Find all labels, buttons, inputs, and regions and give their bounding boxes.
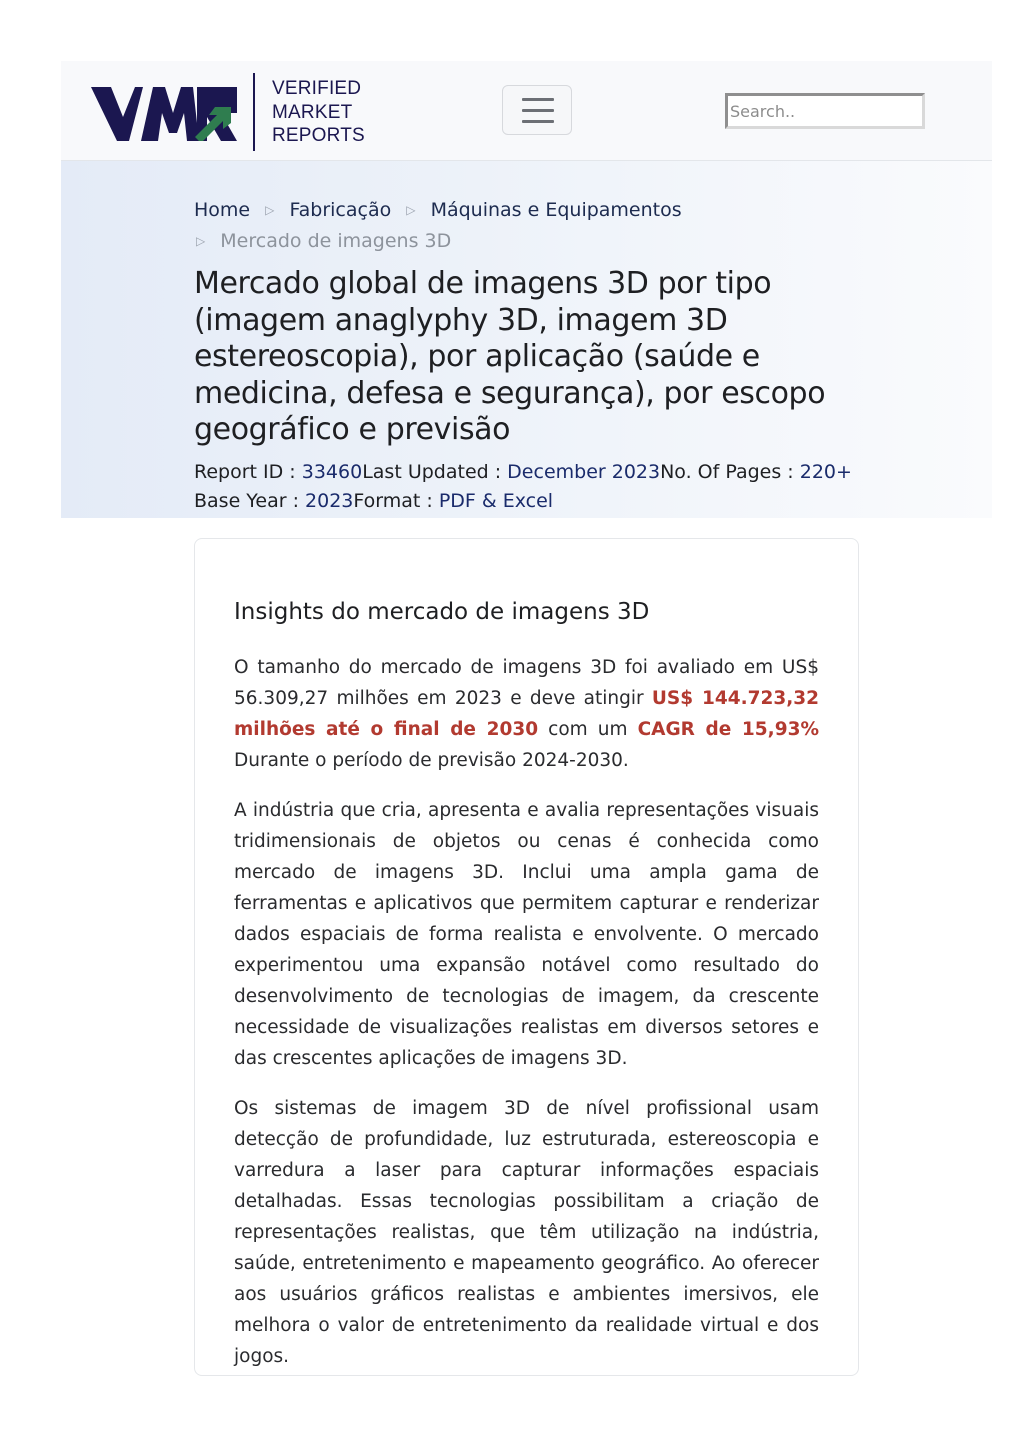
last-updated-value: December 2023 [507,461,661,483]
navbar [61,61,992,161]
insights-paragraph-2: A indústria que cria, apresenta e avalia representações visuais tridimensionais de objetos ou cenas é conhecida como mercado de imagens 3D. Inclui uma ampla gama de ferramentas e aplicativos que permitem capturar e renderizar dados espaciais de forma realista e envolvente. O mercado experimentou uma expansão notável como resultado do desenvolvimento de tecnologias de imagem, da crescente necessidade de visualizações realistas em diversos setores e das crescentes aplicações de imagens 3D. [234,800,819,1069]
report-meta-line-1 [194,458,914,487]
logo-line-3: REPORTS [272,125,365,146]
breadcrumb-home[interactable]: Home [194,199,251,221]
caret-right-icon: ▷ [406,203,416,217]
pages-label: No. Of Pages : [660,461,800,483]
report-id-label: Report ID : [194,461,302,483]
vmr-logo-icon [91,87,239,141]
breadcrumb-current: Mercado de imagens 3D [220,230,452,252]
cagr-highlight: CAGR de 15,93% [637,719,819,740]
paragraph-text: com um [538,719,638,740]
hamburger-menu-button[interactable] [502,85,572,135]
breadcrumb [194,195,834,257]
page-title: Mercado global de imagens 3D por tipo (imagem anaglyphy 3D, imagem 3D estereoscopia), por aplicação (saúde e medicina, defesa e segurança), por escopo geográfico e previsão [194,266,826,447]
breadcrumb-maquinas[interactable]: Máquinas e Equipamentos [430,199,682,221]
site-logo[interactable] [91,73,365,151]
paragraph-text: Durante o período de previsão 2024-2030. [234,750,629,771]
logo-wordmark [272,77,365,148]
insights-heading: Insights do mercado de imagens 3D [234,599,650,625]
page-frame [61,61,992,1449]
base-year-label: Base Year : [194,490,306,512]
base-year-value: 2023 [305,490,354,512]
search-input[interactable] [725,93,925,129]
breadcrumb-current-line [194,226,834,257]
insights-paragraph-1 [234,652,819,776]
insights-card [194,538,859,1376]
breadcrumb-fabricacao[interactable]: Fabricação [289,199,392,221]
format-label: Format : [353,490,439,512]
caret-right-icon: ▷ [265,203,275,217]
format-value: PDF & Excel [438,490,554,512]
insights-article [234,652,819,1391]
last-updated-label: Last Updated : [362,461,508,483]
market-size-highlight: US$ 144.723,32 milhões até o final de 2030 [234,688,819,740]
logo-divider [253,73,255,151]
paragraph-text: O tamanho do mercado de imagens 3D foi avaliado em US$ 56.309,27 milhões em 2023 e deve atingir [234,657,819,709]
report-id-value: 33460 [301,461,363,483]
caret-right-icon: ▷ [196,234,206,248]
logo-line-2: MARKET [272,101,353,123]
report-hero [61,161,992,518]
report-meta [194,458,914,516]
report-meta-line-2 [194,487,914,516]
insights-paragraph-3: Os sistemas de imagem 3D de nível profissional usam detecção de profundidade, luz estruturada, estereoscopia e varredura a laser para capturar informações espaciais detalhadas. Essas tecnologias possibilitam a criação de representações realistas, que têm utilização na indústria, saúde, entretenimento e mapeamento geográfico. Ao oferecer aos usuários gráficos realistas e ambientes imersivos, ele melhora o valor de entretenimento da realidade virtual e dos jogos. [234,1098,819,1367]
pages-value: 220+ [799,461,852,483]
logo-line-1: VERIFIED [272,78,362,99]
